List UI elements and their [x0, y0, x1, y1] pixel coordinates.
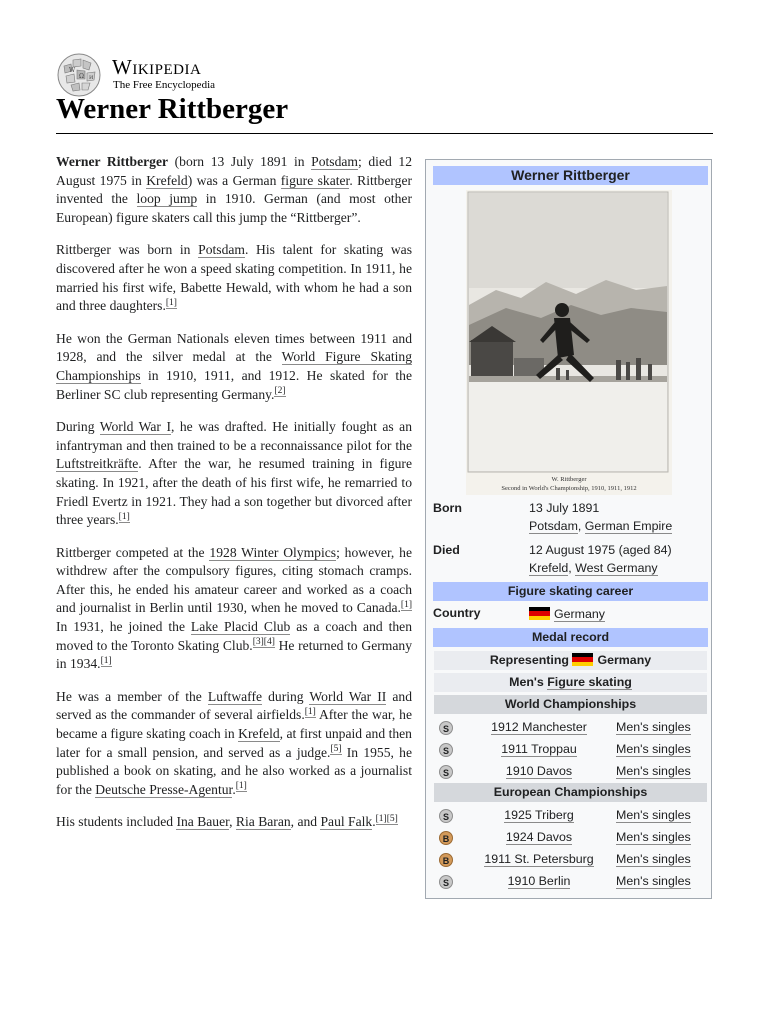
paragraph-students: His students included Ina Bauer, Ria Baran, and Paul Falk.[1][5] [56, 813, 398, 830]
medal-row [434, 805, 707, 827]
skater-photo-image [466, 190, 672, 495]
discipline-row: Men's Figure skating [434, 673, 707, 692]
link-deutsche-presse-agentur[interactable]: Deutsche Presse-Agentur [95, 781, 233, 797]
born-value: 13 July 1891 Potsdam, German Empire [529, 501, 673, 533]
svg-text:W: W [69, 67, 76, 74]
country-value [529, 605, 605, 623]
citation-link[interactable]: [1] [235, 781, 247, 792]
page-title: Werner Rittberger [56, 93, 289, 125]
paragraph-intro: Werner Rittberger (born 13 July 1891 in Potsdam; died 12 August 1975 in Krefeld) was a German figure skater. Rittberger invented the loop jump in 1910. German (and most other European) figure skaters call this jump the “Rittberger”. [56, 154, 412, 225]
medal-type-link[interactable]: Men's singles [616, 742, 691, 756]
citation-link[interactable]: [1] [304, 706, 316, 717]
wikipedia-globe-logo[interactable] [56, 52, 102, 98]
citation-link[interactable]: [3] [252, 637, 264, 648]
link-west-germany[interactable]: West Germany [575, 561, 658, 575]
medal-event-link[interactable]: 1924 Davos [505, 830, 573, 844]
link-potsdam-2[interactable]: Potsdam [198, 242, 245, 258]
link-lake-placid-club[interactable]: Lake Placid Club [190, 619, 291, 635]
infobox [425, 159, 712, 899]
paragraph-nationals: He won the German Nationals eleven times between 1911 and 1928, and the silver medal at the World Figure Skating Championships in 1910, 1911, and 1912. He skated for the Berliner SC club representing Germany.[2] [56, 330, 413, 402]
link-ria-baran[interactable]: Ria Baran [235, 814, 291, 830]
representing-row: Representing Germany [434, 651, 707, 670]
medal-row [434, 761, 707, 783]
citation-link[interactable]: [5] [386, 813, 398, 824]
born-label: Born [433, 501, 462, 515]
svg-text:И: И [89, 75, 94, 81]
citation-link[interactable]: [1] [400, 599, 412, 610]
citation-link[interactable]: [4] [263, 637, 275, 648]
medal-type-link[interactable]: Men's singles [616, 808, 691, 822]
medal-row [434, 717, 707, 739]
link-krefeld-2[interactable]: Krefeld [238, 726, 280, 742]
photo-caption-line-1: W. Rittberger [551, 476, 587, 483]
germany-flag-icon [529, 607, 550, 620]
link-figure-skater[interactable]: figure skater [280, 172, 350, 188]
link-luftwaffe[interactable]: Luftwaffe [207, 688, 263, 704]
silver-medal-icon: S [439, 765, 453, 779]
paragraph-olympics: Rittberger competed at the 1928 Winter Olympics; however, he withdrew after the compulsory figures, citing stomach cramps. After this, he ended his amateur career and worked as a coach and journalist in Berlin until 1930, when he moved to Canada.[1] In 1931, he joined the Lake Placid Club as a coach and then moved to the Toronto Skating Club.[3][4] He returned to Germany in 1934.[1] [56, 544, 412, 672]
bronze-medal-icon: B [439, 831, 453, 845]
link-figure-skating[interactable]: Figure skating [547, 675, 632, 689]
citation-link[interactable]: [2] [274, 386, 286, 396]
medal-row [434, 739, 707, 761]
link-world-war-ii[interactable]: World War II [309, 688, 387, 704]
svg-text:Ω: Ω [79, 73, 84, 80]
bronze-medal-icon: B [439, 853, 453, 867]
medal-event-link[interactable]: 1911 St. Petersburg [484, 852, 594, 866]
medal-type-link[interactable]: Men's singles [616, 852, 691, 866]
career-header: Figure skating career [433, 582, 708, 601]
wikipedia-wordmark[interactable]: Wikipedia [112, 55, 202, 79]
link-born-potsdam[interactable]: Potsdam [529, 519, 578, 533]
silver-medal-icon: S [439, 721, 453, 735]
country-label: Country [433, 606, 481, 620]
link-luftstreitkraefte[interactable]: Luftstreitkräfte [56, 456, 139, 472]
link-potsdam[interactable]: Potsdam [311, 154, 358, 169]
paragraph-early-life: Rittberger was born in Potsdam. His talent for skating was discovered after he won a speed skating competition. In 1911, he married his first wife, Babette Hewald, with whom he had a son and three daughters.[1] [56, 242, 412, 314]
medal-record-header[interactable]: Medal record [433, 628, 708, 647]
link-german-empire[interactable]: German Empire [584, 519, 673, 533]
link-paul-falk[interactable]: Paul Falk [320, 814, 373, 830]
died-label: Died [433, 543, 460, 557]
medal-group-header: World Championships [434, 695, 707, 714]
medal-type-link[interactable]: Men's singles [616, 830, 691, 844]
infobox-title: Werner Rittberger [433, 166, 708, 185]
site-header [56, 52, 356, 96]
medal-row [434, 827, 707, 849]
citation-link[interactable]: [1] [165, 297, 177, 308]
link-ina-bauer[interactable]: Ina Bauer [176, 814, 230, 830]
medal-event-link[interactable]: 1925 Triberg [504, 808, 574, 822]
citation-link[interactable]: [1] [100, 655, 112, 666]
link-loop-jump[interactable]: loop jump [136, 191, 198, 207]
citation-link[interactable]: [1] [375, 813, 387, 824]
medal-type-link[interactable]: Men's singles [616, 874, 691, 888]
title-divider [56, 133, 713, 134]
link-world-war-i[interactable]: World War I [99, 419, 171, 435]
paragraph-wwi: During World War I, he was drafted. He initially fought as an infantryman and then trained to be a reconnaissance pilot for the Luftstreitkräfte. After the war, he resumed training in figure skating. In 1921, after the death of his first wife, he remarried to Friedl Evertz in 1921. They had a son together but divorced after three years.[1] [56, 419, 412, 528]
medal-group-header: European Championships [434, 783, 707, 802]
medal-type-link[interactable]: Men's singles [616, 764, 691, 778]
germany-flag-icon [572, 653, 593, 666]
link-world-championships[interactable]: World Figure Skating Championships [56, 349, 413, 383]
photo-caption-line-2: Second in World's Championship, 1910, 1911, 1912 [501, 485, 637, 492]
link-1928-winter-olympics[interactable]: 1928 Winter Olympics [209, 544, 337, 560]
silver-medal-icon: S [439, 809, 453, 823]
link-representing-germany[interactable]: Germany [597, 653, 652, 667]
medal-event-link[interactable]: 1912 Manchester [491, 720, 587, 734]
medal-row [434, 849, 707, 871]
link-krefeld[interactable]: Krefeld [146, 172, 188, 188]
portrait-photo[interactable] [466, 190, 672, 495]
article-body [56, 153, 412, 846]
medal-event-link[interactable]: 1910 Berlin [507, 874, 571, 888]
link-died-krefeld[interactable]: Krefeld [529, 561, 569, 575]
paragraph-wwii: He was a member of the Luftwaffe during World War II and served as the commander of several airfields.[1] After the war, he became a figure skating coach in Krefeld, at first unpaid and then later for a small pension, and served as a judge.[5] In 1955, he published a book on skating, and he also worked as a journalist for the Deutsche Presse-Agentur.[1] [56, 688, 413, 797]
subject-name: Werner Rittberger [56, 154, 169, 169]
medal-event-link[interactable]: 1910 Davos [505, 764, 573, 778]
link-country-germany[interactable]: Germany [554, 607, 605, 621]
wikipedia-tagline: The Free Encyclopedia [113, 79, 216, 91]
citation-link[interactable]: [5] [330, 744, 342, 755]
medal-event-link[interactable]: 1911 Troppau [501, 742, 577, 756]
medal-type-link[interactable]: Men's singles [616, 720, 691, 734]
silver-medal-icon: S [439, 743, 453, 757]
medal-row [434, 871, 707, 893]
died-value: 12 August 1975 (aged 84) Krefeld, West Germany [529, 543, 672, 575]
silver-medal-icon: S [439, 875, 453, 889]
citation-link[interactable]: [1] [118, 511, 130, 522]
